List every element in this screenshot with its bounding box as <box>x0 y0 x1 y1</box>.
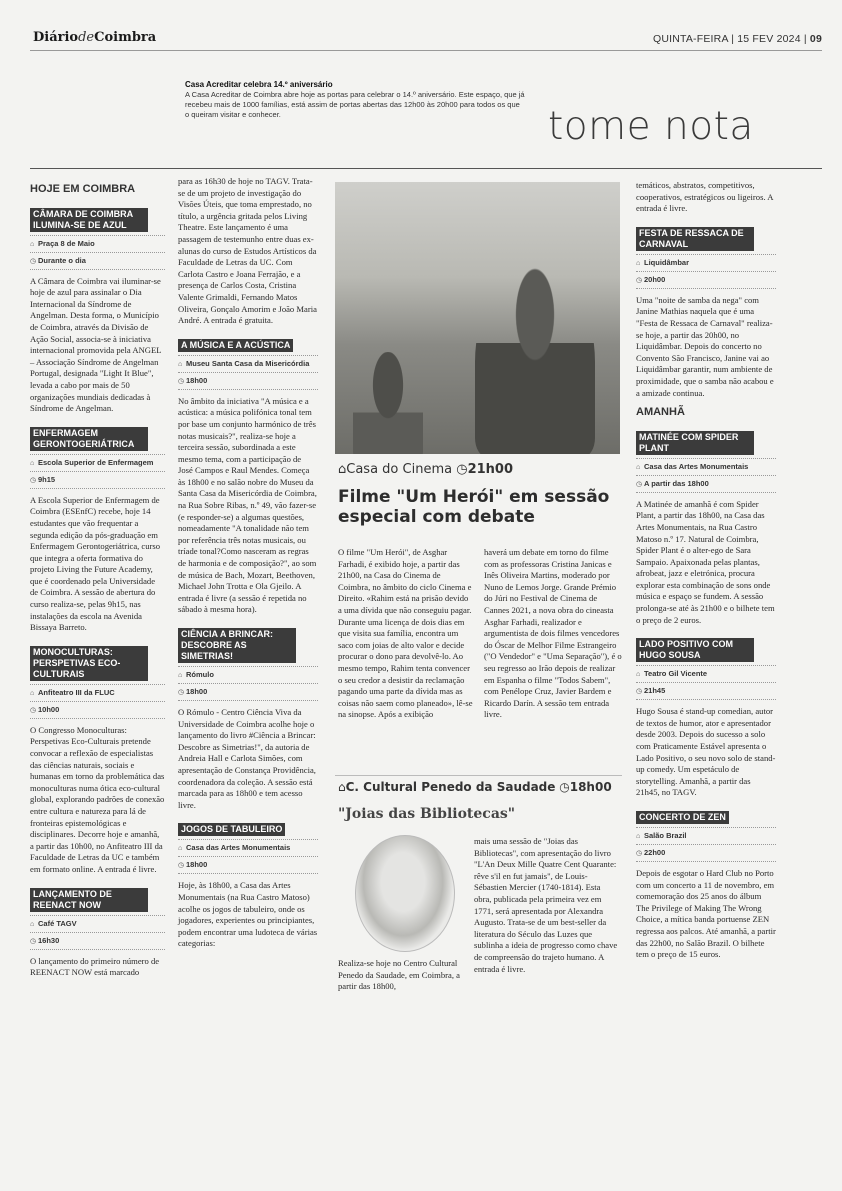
section-heading: HOJE EM COIMBRA <box>30 183 136 195</box>
clock-icon: ◷ <box>178 377 185 385</box>
clock-icon: ◷ <box>178 862 185 870</box>
section-rule <box>30 168 822 169</box>
event-block <box>636 632 776 799</box>
event-block <box>178 817 318 950</box>
joias-title: "Joias das Bibliotecas" <box>338 806 516 822</box>
event-tag: A MÚSICA E A ACÚSTICA <box>178 339 293 352</box>
film-photo <box>335 182 620 454</box>
place-icon: ⌂ <box>178 845 183 853</box>
event-tag: MONOCULTURAS: PERSPETIVAS ECO-CULTURAIS <box>30 646 148 681</box>
event-tag: CIÊNCIA A BRINCAR: DESCOBRE AS SIMETRIAS! <box>178 628 296 663</box>
place-icon: ⌂ <box>30 689 35 697</box>
photo-boy <box>353 352 423 454</box>
place-icon: ⌂ <box>636 671 641 679</box>
event-text: O Congresso Monoculturas: Perspetivas Eco-Culturais pretende convocar a reflexão de especialistas das ciências naturais, sociais e humanas em torno da problemática das monoculturas numa ótica eco-cultural global, explorando padrões de conexão entre cultura e natureza para lá de fronteiras epistemológicas e disciplinares. Decorre hoje e amanhã, a partir das 10h00, no Anfiteatro III da Faculdade de Letras da UC e também em formato online. A entrada é livre. <box>30 724 165 874</box>
column-4 <box>636 180 776 967</box>
announcement-text: A Casa Acreditar de Coimbra abre hoje as portas para celebrar o 14.º aniversário. Este espaço, que já recebeu mais de 1000 famílias, está assim de portas abertas das 12h00 às 20h00 para todos os que o queiram visitar e conhecer. <box>185 90 525 119</box>
clock-icon: ◷ <box>30 476 37 484</box>
event-tag: CÂMARA DE COIMBRA ILUMINA-SE DE AZUL <box>30 208 148 232</box>
event-block <box>30 421 165 634</box>
event-text: No âmbito da iniciativa "A música e a acústica: a música polifónica tonal tem por base um conjunto harmónico de três notas musicais?", realiza-se hoje a terceira sessão, subordinada a este mesmo tema, com a participação de José Campos e Raul Mendes. Começa às 18h00 e no salão nobre do Museu da Santa Casa da Misericórdia de Coimbra, na Rua Sobre Ribas, n.º 49, vão fazer-se (e responder-se) a algumas questões, nomeadamente "A tonalidade não tem por referência três notas musicais, ou tríade tonal?Como nasceram as regras de harmonia e de composição?", ao som de música de Bach, Mozart, Beethoven, Michael John Trotta e Ola Gjeilo. A entrada é livre (a sessão é repetida no sábado à mesma hora). <box>178 395 317 615</box>
article-text: temáticos, abstratos, competitivos, cooperativos, estratégicos ou ligeiros. A entrada é livre. <box>636 180 773 214</box>
clock-icon: ◷ <box>30 706 37 714</box>
event-block <box>636 805 776 961</box>
clock-icon: ◷ <box>636 276 643 284</box>
event-block <box>30 202 165 415</box>
section-title: tome nota <box>548 104 754 149</box>
column-hoje <box>30 176 165 985</box>
event-time: ◷ 21h45 <box>636 682 776 700</box>
place-icon: ⌂ <box>636 463 641 471</box>
film-headline: Filme "Um Herói" em sessão especial com debate <box>338 487 610 527</box>
event-place: ⌂ Praça 8 de Maio <box>30 235 165 252</box>
joias-text: mais uma sessão de "Joias das Bibliotecas", com apresentação do livro "L'An Deux Mille Quatre Cent Quarante: rêve s'il en fut jamais", de Louis-Sébastien Mercier (1740-1814). Esta obra, publicada pela primeira vez em 1771, será apresentada por Alexandra Augusto. Trata-se de um best-seller da literatura do Século das Luzes que sublinha a ideia de progresso como chave de compreensão do trajeto humano. A entrada é livre. <box>474 836 618 974</box>
place-icon: ⌂ <box>178 360 183 368</box>
event-time: ◷ 18h00 <box>178 372 318 390</box>
clock-icon: ◷ <box>30 257 37 265</box>
event-tag: FESTA DE RESSACA DE CARNAVAL <box>636 227 754 251</box>
event-place: ⌂ Casa das Artes Monumentais <box>178 839 318 856</box>
place-icon: ⌂ <box>178 672 183 679</box>
event-place: ⌂ Anfiteatro III da FLUC <box>30 684 165 701</box>
clock-icon: ◷ <box>636 480 643 488</box>
clock-icon: ◷ <box>636 688 643 696</box>
event-block <box>30 640 165 876</box>
place-icon: ⌂ <box>636 259 641 267</box>
clock-icon: ◷ <box>559 780 570 794</box>
event-text: Depois de esgotar o Hard Club no Porto com um concerto a 11 de novembro, em comemoração dos 25 anos do álbum The Privilege of Making The Wrong Choice, a mítica banda portuense ZEN regressa aos palcos. Até amanhã, a partir das 22h00, no Salão Brazil. O bilhete tem o preço de 15 euros. <box>636 868 776 960</box>
event-text: A Escola Superior de Enfermagem de Coimbra (ESEnfC) recebe, hoje 14 estudantes que vão frequentar a segunda edição da pós-graduação em Enfermagem Gerontogeriátrica, curso que integra a oferta formativa do projeto Living the Future Academy, que é coordenado pela Universidade de Coimbra. A sessão de abertura do curso realiza-se, pelas 9h15, nas instalações da escola na Avenida Bissaya Barreto. <box>30 494 161 633</box>
event-block <box>178 622 318 811</box>
event-text: O lançamento do primeiro número de REENACT NOW está marcado <box>30 955 160 978</box>
event-tag: CONCERTO DE ZEN <box>636 811 729 824</box>
film-text-a: O filme "Um Herói", de Asghar Farhadi, é exibido hoje, a partir das 21h00, na Casa do Cinema de Coimbra, no âmbito do ciclo Cinema e Direito. «Rahim está na prisão devido a uma dívida que não conseguiu pagar. Durante uma licença de dois dias em que visita sua família, encontra um saco com joias de alto valor e decide procurar o dono para devolvê-lo. Ao mesmo tempo, Rahim tenta convencer o seu credor a desistir da reclamação pagando uma parte da dívida mas as coisas não saem como planeado», lê-se na sinopse. Após a exibição <box>338 547 473 720</box>
event-place: ⌂ Salão Brazil <box>636 827 776 844</box>
event-text: Hugo Sousa é stand-up comedian, autor de textos de humor, ator e apresentador desde 2003. Depois do sucesso a solo com Praticamente Estável apresenta o Lado Positivo, o seu novo solo de stand-up comedy. Um espetáculo de storytelling. Amanhã, a partir das 21h45, no TAGV. <box>636 706 776 798</box>
announcement-title: Casa Acreditar celebra 14.º aniversário <box>185 80 333 89</box>
event-time: ◷ 18h00 <box>178 683 318 701</box>
event-time: ◷ 9h15 <box>30 471 165 489</box>
event-tag: LADO POSITIVO COM HUGO SOUSA <box>636 638 754 662</box>
dateline: QUINTA-FEIRA | 15 FEV 2024 | 09 <box>652 33 822 45</box>
event-block <box>30 882 165 979</box>
event-tag: LANÇAMENTO DE REENACT NOW <box>30 888 148 912</box>
film-text-b: haverá um debate em torno do filme com as professoras Cristina Janicas e Inês Oliveira Martins, moderado por Nuno de Lemos Jorge. Grande Prémio do Júri no Festival de Cinema de Cannes 2021, a nova obra do cineasta Asghar Farhadi, realizador e argumentista de dois filmes vencedores do Óscar de Melhor Filme Estrangeiro ("O Vendedor" e "Uma Separação"), é o seu regresso ao Irão depois de realizar em Espanha o filme "Todos Sabem", com Penélope Cruz, Javier Bardem e Ricardo Darín. A sessão tem entrada livre. <box>484 547 622 720</box>
clock-icon: ◷ <box>456 462 468 477</box>
event-time: ◷ 22h00 <box>636 844 776 862</box>
photo-man <box>475 267 595 454</box>
joias-caption: Realiza-se hoje no Centro Cultural Penedo da Saudade, em Coimbra, a partir das 18h00, <box>338 958 460 992</box>
film-kicker: ⌂Casa do Cinema ◷21h00 <box>338 462 513 477</box>
place-icon: ⌂ <box>30 459 35 467</box>
clock-icon: ◷ <box>178 689 185 696</box>
section-heading-amanha: AMANHÃ <box>636 406 685 419</box>
event-time: ◷ 20h00 <box>636 271 776 289</box>
event-time: ◷ 10h00 <box>30 701 165 719</box>
event-place: ⌂ Liquidâmbar <box>636 254 776 271</box>
home-icon: ⌂ <box>338 462 347 477</box>
event-tag: JOGOS DE TABULEIRO <box>178 823 285 836</box>
event-time: ◷ Durante o dia <box>30 252 165 270</box>
event-place: ⌂ Rómulo <box>178 666 318 683</box>
place-icon: ⌂ <box>30 920 35 928</box>
event-block <box>636 221 776 399</box>
event-text: A Câmara de Coimbra vai iluminar-se hoje de azul para assinalar o Dia Internacional da Síndrome de Angelman. Desta forma, o Município de Coimbra, através da Divisão de Ação Social, associa-se à iniciativa internacional promovida pela ANGEL – Associação Síndrome de Angelman Portugal, designada "Light It Blue", levada a cabo por mais de 50 organizações mundiais dedicadas à Síndrome de Angelman. <box>30 275 162 414</box>
portrait-engraving <box>355 835 455 952</box>
event-place: ⌂ Teatro Gil Vicente <box>636 665 776 682</box>
event-time: ◷ A partir das 18h00 <box>636 475 776 493</box>
center-divider <box>335 775 622 776</box>
event-text: Hoje, às 18h00, a Casa das Artes Monumentais (na Rua Castro Matoso) acolhe os jogos de tabuleiro, onde os jogadores, experientes ou principiantes, podem encontrar uma ludoteca de várias categorias: <box>178 880 318 949</box>
event-tag: ENFERMAGEM GERONTOGERIÁTRICA <box>30 427 148 451</box>
event-block <box>636 425 776 627</box>
event-place: ⌂ Escola Superior de Enfermagem <box>30 454 165 471</box>
event-place: ⌂ Museu Santa Casa da Misericórdia <box>178 355 318 372</box>
announcement <box>185 80 525 120</box>
clock-icon: ◷ <box>30 937 37 945</box>
home-icon: ⌂ <box>338 780 346 794</box>
joias-kicker: ⌂C. Cultural Penedo da Saudade ◷18h00 <box>338 780 612 794</box>
event-time: ◷ 16h30 <box>30 932 165 950</box>
event-text: A Matinée de amanhã é com Spider Plant, a partir das 18h00, na Casa das Artes Monumentais, na Rua Castro Matoso n.º 17. Natural de Coimbra, Spider Plant é o alter-ego de Sara Sampaio. Apaixonada pelas plantas, afrobeat, jazz e eletrónica, procura explorar esta combinação de sons onde música e espaço se fundem. A sessão prolonga-se até às 21h00 e o bilhete tem o preço de 2 euros. <box>636 498 775 625</box>
place-icon: ⌂ <box>636 833 641 840</box>
masthead: DiáriodeCoimbra <box>33 30 157 45</box>
header-rule <box>30 50 822 51</box>
event-time: ◷ 18h00 <box>178 856 318 874</box>
event-text: Uma "noite de samba da nega" com Janine Mathias naquela que é uma "Festa de Ressaca de Carnaval" realiza-se hoje, a partir das 20h00, no Liquidâmbar. Depois do concerto no Convento São Francisco, Janine vai ao Liquidâmbar garantir, num ambiente de proximidade, que o samba não acabou e a amizade continua. <box>636 294 774 398</box>
place-icon: ⌂ <box>30 240 35 248</box>
event-place: ⌂ Casa das Artes Monumentais <box>636 458 776 475</box>
event-place: ⌂ Café TAGV <box>30 915 165 932</box>
column-2 <box>178 176 318 956</box>
event-tag: MATINÉE COM SPIDER PLANT <box>636 431 754 455</box>
event-text: O Rómulo - Centro Ciência Viva da Universidade de Coimbra acolhe hoje o lançamento do livro #Ciência a Brincar: Descobre as Simetrias!", da autoria de Andreia Hall e Carlota Simões, com apresentação de Constança Providência, coordenadora da coleção. A sessão está marcada para as 18h00 e tem acesso livre. <box>178 707 316 810</box>
event-block <box>178 333 318 616</box>
article-text: para as 16h30 de hoje no TAGV. Trata-se de um projeto de investigação do Visões Úteis, que toma emprestado, no título, a urgência gritada pelos Living Theatre. Este lançamento é uma passagem de testemunho entre duas ex-alunas do curso de Estudos Artísticos da Faculdade de Letras da UC. Com Carlota Castro e Joana Ferrajão, e a presença de Carlos Costa, Cristina Valente Grimaldi, Fernando Matos Oliveira, Gonçalo Amorim e João Maria André. A entrada é gratuita. <box>178 176 317 326</box>
clock-icon: ◷ <box>636 850 643 857</box>
